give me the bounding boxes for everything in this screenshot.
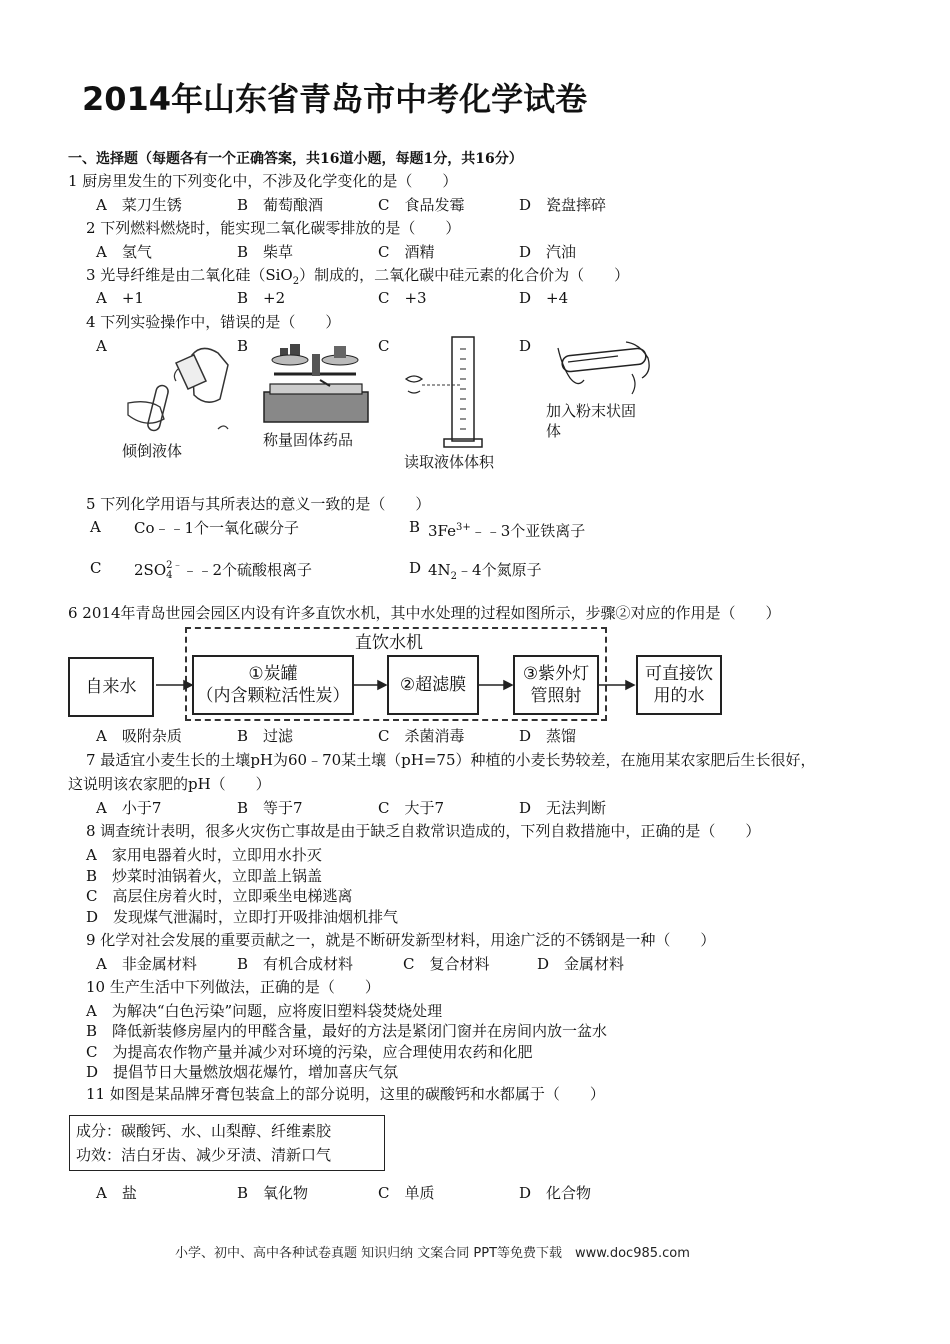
q5-letter-a: A bbox=[90, 518, 101, 536]
q4-letter-b: B bbox=[237, 337, 249, 355]
q5-option-c: 2SO 2﹣ 4 ﹣﹣2个硫酸根离子 bbox=[134, 560, 313, 581]
q4-letter-c: C bbox=[378, 337, 390, 355]
q2-option-b: B 柴草 bbox=[237, 243, 294, 261]
q2-stem: 2 下列燃料燃烧时，能实现二氧化碳零排放的是（ ） bbox=[86, 219, 461, 237]
q9-option-b: B 有机合成材料 bbox=[237, 955, 354, 973]
q11-option-c: C 单质 bbox=[378, 1184, 435, 1202]
q7-stem-line2: 这说明该农家肥的pH（ ） bbox=[68, 775, 271, 793]
q5-letter-b: B bbox=[409, 518, 421, 536]
q10-option-a: A 为解决“白色污染”问题，应将废旧塑料袋焚烧处理 bbox=[86, 1002, 443, 1020]
q3-option-b: B +2 bbox=[237, 289, 286, 307]
q11-stem: 11 如图是某品牌牙膏包装盒上的部分说明，这里的碳酸钙和水都属于（ ） bbox=[86, 1085, 605, 1103]
q9-option-a: A 非金属材料 bbox=[96, 955, 197, 973]
q8-option-d: D 发现煤气泄漏时，立即打开吸排油烟机排气 bbox=[86, 908, 399, 926]
q11-option-a: A 盐 bbox=[96, 1184, 137, 1202]
graduated-cylinder-illustration bbox=[402, 333, 492, 451]
q8-option-c: C 高层住房着火时，立即乘坐电梯逃离 bbox=[86, 887, 353, 905]
q3-option-a: A +1 bbox=[96, 289, 144, 307]
q10-option-c: C 为提高农作物产量并减少对环境的污染，应合理使用农药和化肥 bbox=[86, 1043, 533, 1061]
output-box: 可直接饮 用的水 bbox=[636, 655, 722, 715]
step2-box: ②超滤膜 bbox=[387, 655, 479, 715]
q2-option-a: A 氢气 bbox=[96, 243, 152, 261]
powder-tube-illustration bbox=[548, 334, 656, 402]
q11-option-d: D 化合物 bbox=[519, 1184, 592, 1202]
q4-letter-a: A bbox=[96, 337, 107, 355]
q2-option-d: D 汽油 bbox=[519, 243, 577, 261]
q9-option-d: D 金属材料 bbox=[537, 955, 625, 973]
q4-caption-a: 倾倒液体 bbox=[122, 442, 183, 460]
q4-caption-b: 称量固体药品 bbox=[263, 431, 354, 449]
q5-stem: 5 下列化学用语与其所表达的意义一致的是（ ） bbox=[86, 495, 431, 513]
q1-option-d: D 瓷盘摔碎 bbox=[519, 196, 607, 214]
q1-option-a: A 菜刀生锈 bbox=[96, 196, 182, 214]
q3-stem: 3 光导纤维是由二氧化硅（SiO$_2$）制成的，二氧化碳中硅元素的化合价为（ ） bbox=[86, 266, 630, 287]
q8-option-b: B 炒菜时油锅着火，立即盖上锅盖 bbox=[86, 867, 323, 885]
q7-option-b: B 等于7 bbox=[237, 799, 303, 817]
q6-stem: 6 2014年青岛世园会园区内设有许多直饮水机，其中水处理的过程如图所示，步骤②对应的作用是（ ） bbox=[68, 604, 781, 622]
q6-option-a: A 吸附杂质 bbox=[96, 727, 182, 745]
flow-arrows bbox=[154, 676, 644, 696]
toothpaste-label-box bbox=[69, 1115, 385, 1171]
step3-box: ③紫外灯 管照射 bbox=[513, 655, 599, 715]
q5-option-a: Co﹣﹣1个一氧化碳分子 bbox=[134, 519, 300, 537]
step1-box: ①炭罐 （内含颗粒活性炭） bbox=[192, 655, 354, 715]
q8-option-a: A 家用电器着火时，立即用水扑灭 bbox=[86, 846, 322, 864]
toothpaste-effects: 功效：洁白牙齿、减少牙渍、清新口气 bbox=[76, 1146, 332, 1164]
q7-option-d: D 无法判断 bbox=[519, 799, 607, 817]
q8-stem: 8 调查统计表明，很多火灾伤亡事故是由于缺乏自救常识造成的，下列自救措施中，正确的是（ ） bbox=[86, 822, 761, 840]
q6-option-d: D 蒸馏 bbox=[519, 727, 577, 745]
machine-label: 直饮水机 bbox=[355, 633, 423, 653]
q7-option-c: C 大于7 bbox=[378, 799, 445, 817]
q4-stem: 4 下列实验操作中，错误的是（ ） bbox=[86, 313, 341, 331]
q4-caption-c: 读取液体体积 bbox=[404, 453, 495, 471]
q4-caption-d: 加入粉末状固体 bbox=[546, 402, 637, 440]
q10-option-b: B 降低新装修房屋内的甲醛含量，最好的方法是紧闭门窗并在房间内放一盆水 bbox=[86, 1022, 608, 1040]
q5-option-d: $4N_2﹣4$个氮原子 bbox=[428, 561, 542, 582]
q7-stem-line1: 7 最适宜小麦生长的土壤pH为60﹣70某土壤（pH=75）种植的小麦长势较差，在施用某农家肥后生长很好， bbox=[86, 751, 816, 769]
q5-letter-c: C bbox=[90, 559, 102, 577]
q11-option-b: B 氧化物 bbox=[237, 1184, 309, 1202]
q9-stem: 9 化学对社会发展的重要贡献之一，就是不断研发新型材料，用途广泛的不锈钢是一种（ ） bbox=[86, 931, 716, 949]
q1-stem: 1 厨房里发生的下列变化中，不涉及化学变化的是（ ） bbox=[68, 172, 458, 190]
q4-letter-d: D bbox=[519, 337, 532, 355]
q9-option-c: C 复合材料 bbox=[403, 955, 490, 973]
q6-option-b: B 过滤 bbox=[237, 727, 294, 745]
q5-letter-d: D bbox=[409, 559, 422, 577]
toothpaste-ingredients: 成分：碳酸钙、水、山梨醇、纤维素胶 bbox=[76, 1122, 332, 1140]
q1-option-b: B 葡萄酿酒 bbox=[237, 196, 324, 214]
q3-option-c: C +3 bbox=[378, 289, 427, 307]
source-box: 自来水 bbox=[68, 657, 154, 717]
q2-option-c: C 酒精 bbox=[378, 243, 435, 261]
q6-option-c: C 杀菌消毒 bbox=[378, 727, 465, 745]
pouring-liquid-illustration bbox=[118, 333, 230, 443]
page-footer: 小学、初中、高中各种试卷真题 知识归纳 文案合同 PPT等免费下载 www.doc985.com bbox=[175, 1246, 690, 1261]
q1-option-c: C 食品发霉 bbox=[378, 196, 465, 214]
section-heading: 一、选择题（每题各有一个正确答案，共16道小题，每题1分，共16分） bbox=[68, 151, 523, 167]
q10-stem: 10 生产生活中下列做法，正确的是（ ） bbox=[86, 978, 380, 996]
q7-option-a: A 小于7 bbox=[96, 799, 162, 817]
balance-illustration bbox=[260, 334, 370, 430]
q3-option-d: D +4 bbox=[519, 289, 569, 307]
q10-option-d: D 提倡节日大量燃放烟花爆竹，增加喜庆气氛 bbox=[86, 1063, 399, 1081]
q5-option-b: $3Fe^{3+}﹣﹣3$个亚铁离子 bbox=[428, 522, 586, 540]
page-title: 2014年山东省青岛市中考化学试卷 bbox=[82, 80, 588, 118]
